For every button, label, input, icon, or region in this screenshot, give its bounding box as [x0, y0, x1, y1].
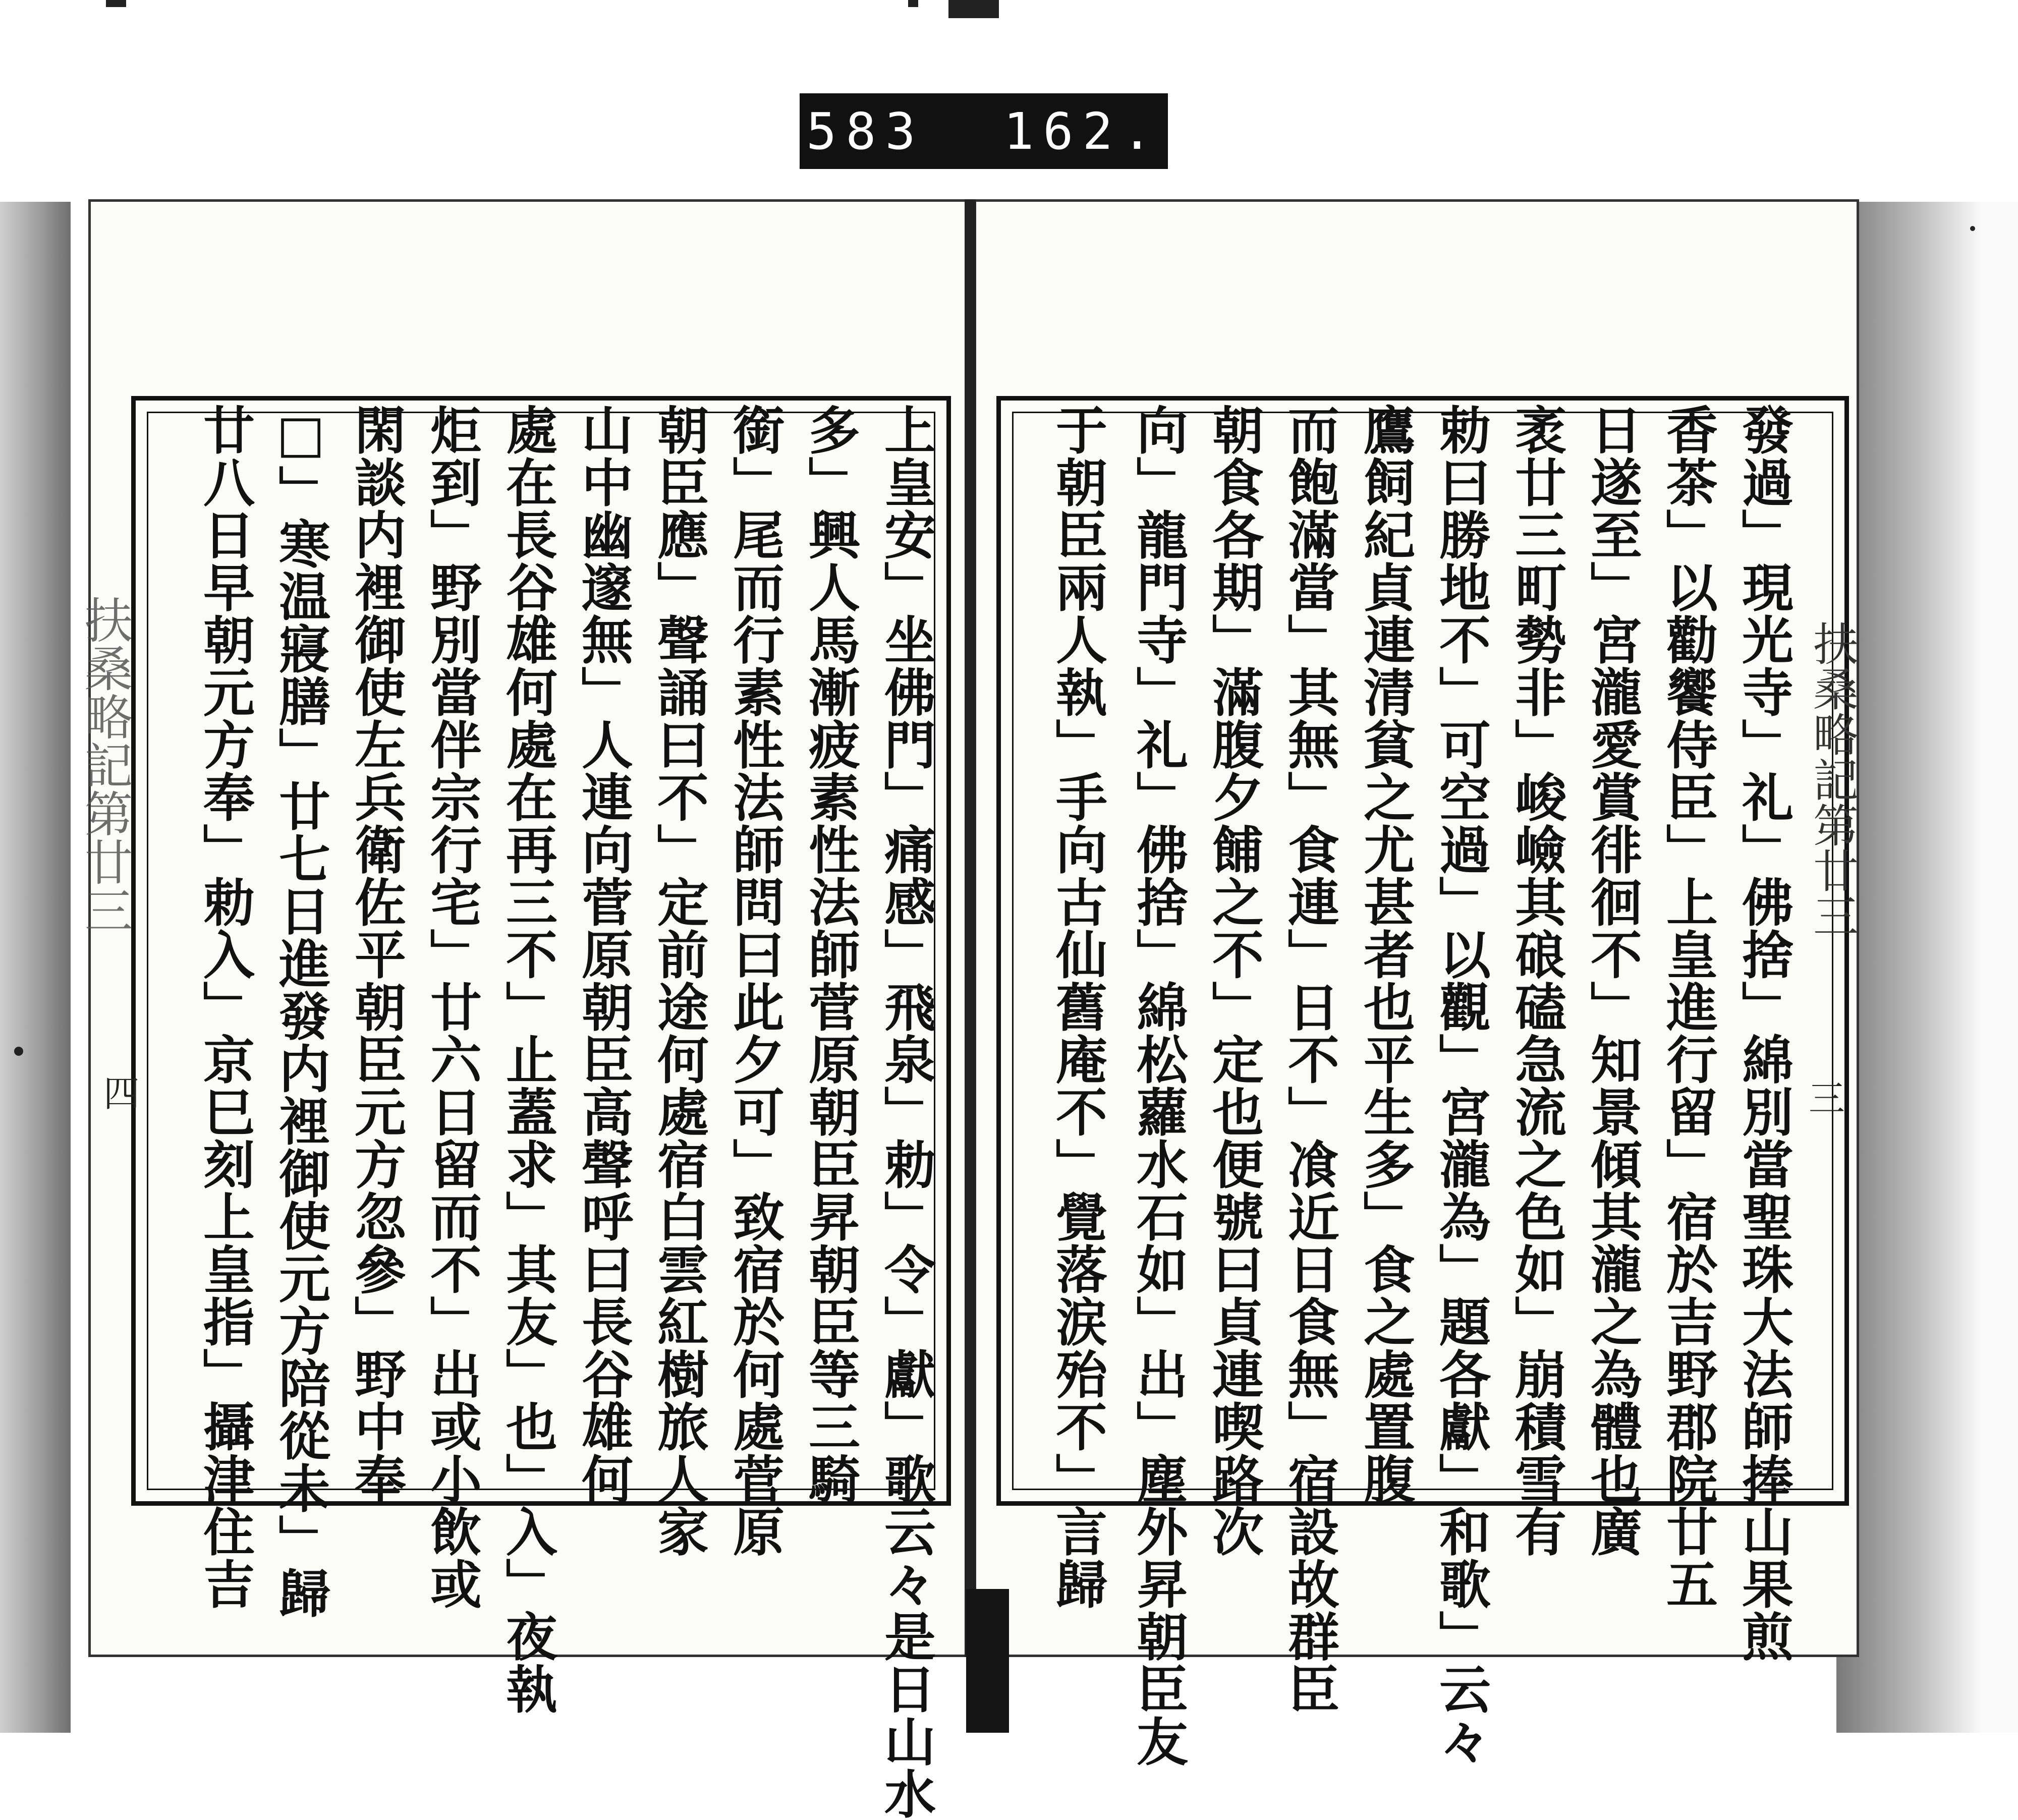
book-left-edge: [0, 202, 71, 1733]
left-text-column-3: 銜」尾而行素性法師問曰此夕可」致宿於何處菅原: [724, 404, 785, 1558]
left-text-column-10: 廿八日早朝元方奉」勅入」京巳刻上皇指」攝津住吉: [195, 404, 255, 1610]
left-text-column-7: 炬到」野別當伴宗行宅」廿六日留而不」出或小飲或: [422, 404, 482, 1610]
right-text-column-1: 發過」現光寺」礼」佛捨」綿別當聖珠大法師捧山果煎: [1733, 404, 1794, 1663]
archive-label: [800, 93, 1168, 169]
left-text-column-8: 閑談内裡御使左兵衛佐平朝臣元方忽參」野中奉: [346, 404, 407, 1505]
left-page-folio: 四: [103, 1072, 140, 1115]
scan-edge-mark: [106, 0, 126, 7]
archive-label-text: 583 162.: [806, 101, 1161, 161]
right-text-frame: [996, 396, 1849, 1506]
scan-edge-mark: [908, 0, 918, 7]
left-text-column-9: □」寒温寢膳」廿七日進發内裡御使元方陪從未」歸: [270, 404, 331, 1619]
right-text-column-9: 向」龍門寺」礼」佛捨」綿松蘿水石如」出」塵外昇朝臣友: [1128, 404, 1189, 1768]
left-text-column-5: 山中幽邃無」人連向菅原朝臣高聲呼曰長谷雄何: [573, 404, 634, 1505]
right-text-column-10: 于朝臣兩人執」手向古仙舊庵不」覺落涙殆不」言歸: [1047, 404, 1108, 1610]
scan-speck: [1970, 226, 1975, 231]
right-text-column-2: 香茶」以勸饗侍臣」上皇進行留」宿於吉野郡院廿五: [1658, 404, 1718, 1610]
right-text-column-6: 鷹飼紀貞連清貧之尤甚者也平生多」食之處置腹: [1355, 404, 1416, 1505]
left-text-column-6: 處在長谷雄何處在再三不」止蓋求」其友」也」入」夜執: [497, 404, 558, 1715]
scan-speck: [14, 1047, 23, 1056]
right-text-column-3: 日遂至」宮瀧愛賞徘徊不」知景傾其瀧之為體也廣: [1582, 404, 1643, 1558]
right-text-column-7: 而飽滿當」其無」食連」日不」飡近日食無」宿設故群臣: [1279, 404, 1340, 1715]
left-text-column-4: 朝臣應」聲誦曰不」定前途何處宿白雲紅樹旅人家: [649, 404, 709, 1558]
book-right-edge: [1836, 202, 2018, 1733]
left-text-column-1: 上皇安」坐佛門」痛感」飛泉」勅」令」獻」歌云々是日山水: [876, 404, 936, 1820]
book-spine: [965, 199, 976, 1657]
right-text-column-5: 勅曰勝地不」可空過」以觀」宮瀧為」題各獻」和歌」云々: [1431, 404, 1491, 1768]
right-text-column-8: 朝食各期」滿腹夕餔之不」定也便號曰貞連喫路次: [1204, 404, 1264, 1558]
left-text-column-2: 多」興人馬漸疲素性法師菅原朝臣昇朝臣等三騎: [800, 404, 861, 1505]
left-margin-title: 扶桑略記第廿三: [77, 595, 133, 934]
right-page-folio: 三: [1809, 1077, 1845, 1120]
book-spine-shadow: [966, 1589, 1009, 1733]
right-text-column-4: 袤廿三町勢非」峻嶮其硠磕急流之色如」崩積雪有: [1506, 404, 1567, 1558]
binding-top: [948, 0, 999, 18]
right-page-header: 扶桑略記第廿三: [1805, 620, 1858, 938]
